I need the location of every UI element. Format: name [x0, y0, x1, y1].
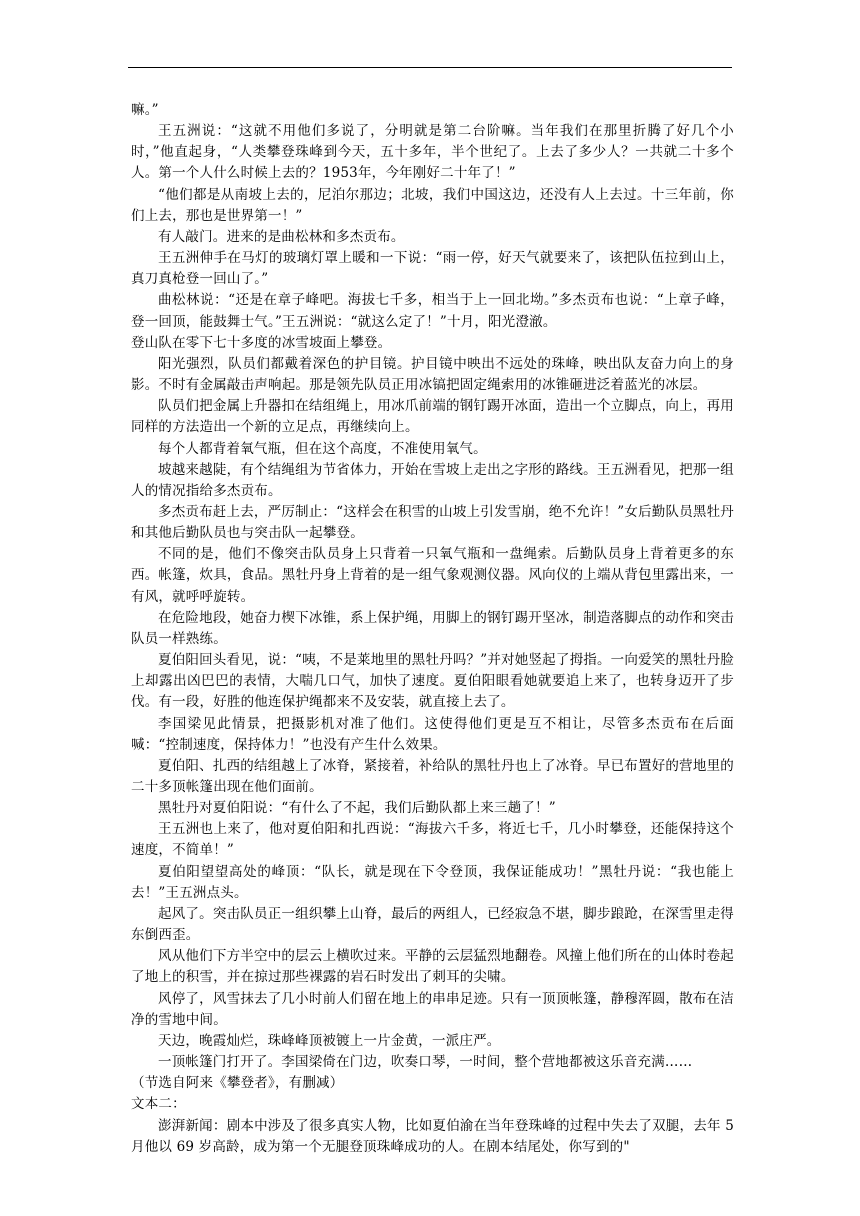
paragraph: 每个人都背着氧气瓶，但在这个高度，不准使用氧气。: [158, 440, 487, 457]
paragraph: 队员们把金属上升器扣在结组绳上，用冰爪前端的钢钉踢开冰面，造出一个立脚点，向上，再用同样的方法造出一个新的立足点，再继续向上。: [131, 398, 734, 436]
paragraph: 曲松林说：“还是在章子峰吧。海拔七千多，相当于上一回北坳。”多杰贡布也说：“上章子峰，登一回顶，能鼓舞士气。”王五洲说：“就这么定了！”十月，阳光澄澈。: [131, 292, 734, 330]
paragraph: 李国梁见此情景，把摄影机对准了他们。这使得他们更是互不相让，尽管多杰贡布在后面喊：“控制速度，保持体力！”也没有产生什么效果。: [131, 715, 734, 753]
paragraph: 王五洲说：“这就不用他们多说了，分明就是第二台阶嘛。当年我们在那里折腾了好几个小时，”他直起身，“人类攀登珠峰到今天，五十多年，半个世纪了。上去了多少人？一共就二十多个人。第一个人什么时候上去的？1953年，今年刚好二十年了！”: [131, 123, 734, 182]
paragraph: 登山队在零下七十多度的冰雪坡面上攀登。: [131, 334, 392, 351]
paragraph: 夏伯阳望望高处的峰顶：“队长，就是现在下令登顶，我保证能成功！”黑牡丹说：“我也能上去！”王五洲点头。: [131, 863, 734, 901]
paragraph: 多杰贡布赶上去，严厉制止：“这样会在积雪的山坡上引发雪崩，绝不允许！”女后勤队员黑牡丹和其他后勤队员也与突击队一起攀登。: [131, 503, 734, 542]
paragraph: 起风了。突击队员正一组织攀上山脊，最后的两组人，已经寂急不堪，脚步踉跄，在深雪里走得东倒西歪。: [131, 905, 734, 944]
paragraph: 王五洲也上来了，他对夏伯阳和扎西说：“海拔六千多，将近七千，几小时攀登，还能保持这个速度，不简单！”: [131, 821, 734, 859]
paragraph: 在危险地段，她奋力楔下冰锥，系上保护绳，用脚上的钢钉踢开坚冰，制造落脚点的动作和突击队员一样熟练。: [131, 609, 734, 647]
paragraph: “他们都是从南坡上去的，尼泊尔那边；北坡，我们中国这边，还没有人上去过。十三年前，你们上去，那也是世界第一！”: [131, 186, 734, 224]
document-body: [131, 100, 734, 1158]
paragraph: 风从他们下方半空中的层云上横吹过来。平静的云层猛烈地翻卷。风撞上他们所在的山体时卷起了地上的积雪，并在掠过那些裸露的岩石时发出了刺耳的尖啸。: [131, 948, 734, 986]
paragraph: 不同的是，他们不像突击队员身上只背着一只氧气瓶和一盘绳索。后勤队员身上背着更多的东西。帐篷，炊具，食品。黑牡丹身上背着的是一组气象观测仪器。风向仪的上端从背包里露出来，一有风，就呼呼旋转。: [131, 546, 734, 605]
paragraph: 阳光强烈，队员们都戴着深色的护目镜。护目镜中映出不远处的珠峰，映出队友奋力向上的身影。不时有金属敲击声响起。那是领先队员正用冰镐把固定绳索用的冰锥砸进泛着蓝光的冰层。: [131, 355, 734, 394]
paragraph: 澎湃新闻：剧本中涉及了很多真实人物，比如夏伯渝在当年登珠峰的过程中失去了双腿，去年 5 月他以 69 岁高龄，成为第一个无腿登顶珠峰成功的人。在剧本结尾处，你写到的": [131, 1117, 734, 1155]
paragraph: 一顶帐篷门打开了。李国梁倚在门边，吹奏口琴，一时间，整个营地都被这乐音充满……: [158, 1054, 693, 1071]
paragraph: 天边，晚霞灿烂，珠峰峰顶被镀上一片金黄，一派庄严。: [158, 1032, 501, 1049]
paragraph: 嘛。”: [131, 102, 159, 118]
paragraph: 文本二：: [131, 1096, 186, 1113]
paragraph: 风停了，风雪抹去了几小时前人们留在地上的串串足迹。只有一顶顶帐篷，静穆浑圆，散布在洁净的雪地中间。: [131, 990, 734, 1028]
paragraph: 黑牡丹对夏伯阳说：“有什么了不起，我们后勤队都上来三趟了！”: [158, 800, 556, 817]
paragraph: 夏伯阳、扎西的结组越上了冰脊，紧接着，补给队的黑牡丹也上了冰脊。早已布置好的营地里的二十多顶帐篷出现在他们面前。: [131, 757, 734, 795]
paragraph: （节选自阿来《攀登者》，有删减）: [131, 1075, 344, 1092]
paragraph: 夏伯阳回头看见，说：“咦，不是莱地里的黑牡丹吗？”并对她竖起了拇指。一向爱笑的黑牡丹脸上却露出凶巴巴的表情，大喘几口气，加快了速度。夏伯阳眼看她就要追上来了，也转身迈开了步伐。有一段，好胜的他连保护绳都来不及安装，就直接上去了。: [131, 652, 734, 711]
paragraph: 有人敲门。进来的是曲松林和多杰贡布。: [158, 228, 405, 245]
header-rule: [128, 67, 732, 68]
paragraph: 坡越来越陡，有个结绳组为节省体力，开始在雪坡上走出之字形的路线。王五洲看见，把那一组人的情况指给多杰贡布。: [131, 461, 734, 499]
paragraph: 王五洲伸手在马灯的玻璃灯罩上暖和一下说：“雨一停，好天气就要来了，该把队伍拉到山上，真刀真枪登一回山了。”: [131, 250, 734, 288]
